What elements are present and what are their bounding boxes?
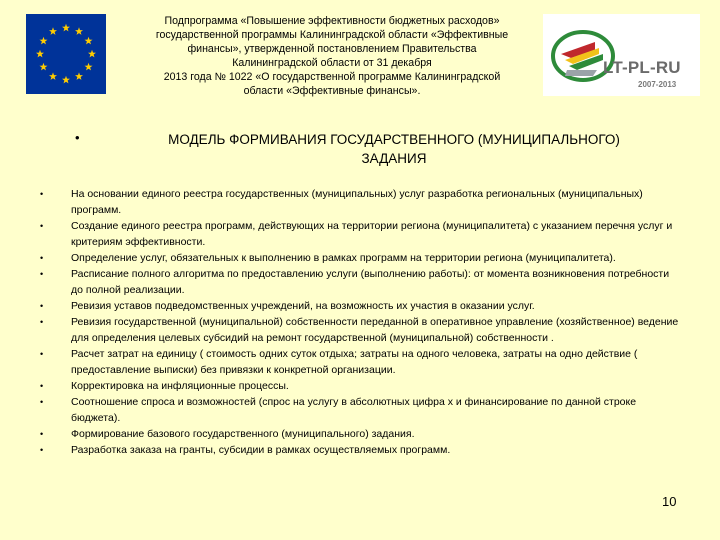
list-item xyxy=(40,250,680,266)
bullet-icon: • xyxy=(40,397,44,407)
header-line: области «Эффективные финансы». xyxy=(243,85,421,97)
program-logo-years: 2007-2013 xyxy=(638,80,677,89)
header-line: финансы», утвержденной постановлением Правительства xyxy=(187,43,477,55)
bullet-icon: • xyxy=(40,381,44,391)
slide-title-line: ЗАДАНИЯ xyxy=(361,151,427,166)
title-bullet: • xyxy=(75,130,80,145)
list-item-text: Расписание полного алгоритма по предоставлению услуги (выполнению работы): от момента возникновения потребности до полной реализации. xyxy=(71,268,670,296)
bullet-list xyxy=(40,186,680,458)
list-item xyxy=(40,314,680,346)
list-item-text: Расчет затрат на единицу ( стоимость одних суток отдыха; затраты на одного человека, затраты на одно действие ( предоставление выписки) без привязки к конкретной организации. xyxy=(71,348,638,376)
list-item-text: Создание единого реестра программ, действующих на территории региона (муниципалитета) с указанием перечня услуг и критериям эффективности. xyxy=(71,220,673,248)
header-line: Калининградской области от 31 декабря xyxy=(232,57,432,69)
list-item xyxy=(40,442,680,458)
list-item-text: Соотношение спроса и возможностей (спрос на услугу в абсолютных цифра х и финансирование по данной строке бюджета). xyxy=(71,396,637,424)
list-item-text: Ревизия государственной (муниципальной) собственности переданной в оперативное управление (хозяйственное) ведение для определения целевых субсидий на ремонт государственной (муниципальной) собственности . xyxy=(71,316,679,344)
bullet-icon: • xyxy=(40,301,44,311)
list-item xyxy=(40,266,680,298)
program-logo-graphic xyxy=(543,14,700,96)
eu-flag-icon xyxy=(26,14,106,94)
list-item xyxy=(40,346,680,378)
bullet-icon: • xyxy=(40,349,44,359)
bullet-icon: • xyxy=(40,221,44,231)
bullet-icon: • xyxy=(40,269,44,279)
bullet-icon: • xyxy=(40,253,44,263)
list-item xyxy=(40,186,680,218)
header-text xyxy=(126,14,538,98)
program-logo xyxy=(543,14,700,96)
list-item xyxy=(40,218,680,250)
list-item-text: Определение услуг, обязательных к выполнению в рамках программ на территории региона (муниципалитета). xyxy=(71,252,616,264)
slide-title-line: МОДЕЛЬ ФОРМИВАНИЯ ГОСУДАРСТВЕННОГО (МУНИЦИПАЛЬНОГО) xyxy=(168,132,620,147)
header-line: государственной программы Калининградской области «Эффективные xyxy=(155,29,509,41)
header-line: 2013 года № 1022 «О государственной программе Калининградской xyxy=(163,71,501,83)
bullet-icon: • xyxy=(40,317,44,327)
list-item-text: Разработка заказа на гранты, субсидии в рамках осуществляемых программ. xyxy=(71,444,451,456)
list-item xyxy=(40,394,680,426)
bullet-icon: • xyxy=(40,445,44,455)
slide-title xyxy=(94,130,694,168)
list-item xyxy=(40,426,680,442)
list-item xyxy=(40,378,680,394)
list-item-text: На основании единого реестра государственных (муниципальных) услуг разработка региональных (муниципальных) программ. xyxy=(71,188,643,216)
list-item-text: Формирование базового государственного (муниципального) задания. xyxy=(71,428,415,440)
list-item-text: Ревизия уставов подведомственных учреждений, на возможность их участия в оказании услуг. xyxy=(71,300,535,312)
list-item-text: Корректировка на инфляционные процессы. xyxy=(71,380,289,392)
bullet-icon: • xyxy=(40,429,44,439)
list-item xyxy=(40,298,680,314)
header-line: Подпрограмма «Повышение эффективности бюджетных расходов» xyxy=(164,15,500,27)
program-logo-text: LT-PL-RU xyxy=(603,58,681,77)
bullet-icon: • xyxy=(40,189,44,199)
page-number: 10 xyxy=(662,494,677,509)
